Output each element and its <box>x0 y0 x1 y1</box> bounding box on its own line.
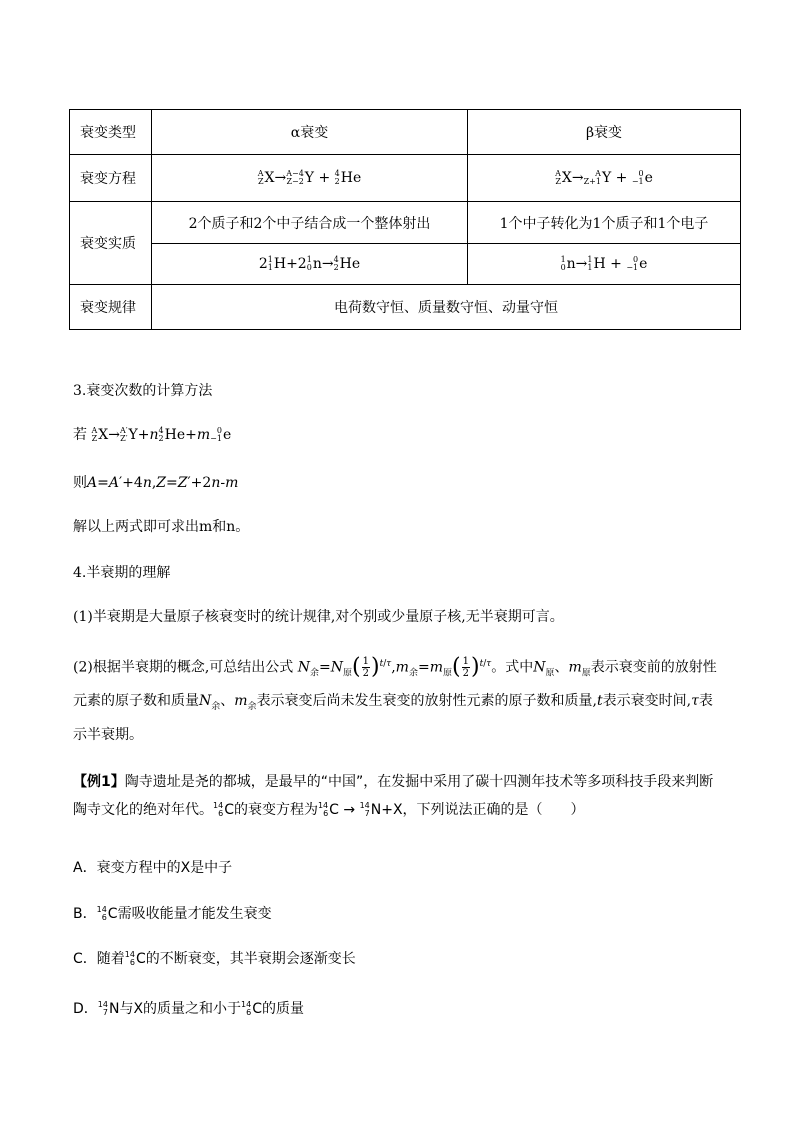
section-3-conclusion: 解以上两式即可求出m和n。 <box>73 519 250 535</box>
table-row <box>70 202 741 244</box>
section-4-paragraph-1: (1)半衰期是大量原子核衰变时的统计规律,对个别或少量原子核,无半衰期可言。 <box>73 609 564 625</box>
option-c[interactable]: C．随着14 6C的不断衰变，其半衰期会逐渐变长 <box>73 950 356 967</box>
row-header: 衰变实质 <box>70 202 152 285</box>
table-row <box>70 244 741 285</box>
table-row <box>70 285 741 330</box>
decay-count-equation: 若 A ZX→A′ Z′Y+n4 2He+m 0 −1e <box>73 426 232 443</box>
table-header-cell: 衰变类型 <box>70 110 152 155</box>
example-label: 【例1】 <box>73 774 125 790</box>
decay-table <box>69 109 741 330</box>
beta-decay-equation: A ZX→ A Z+1Y + 0 −1e <box>468 155 741 202</box>
option-a[interactable]: A．衰变方程中的X是中子 <box>73 860 233 876</box>
row-header: 衰变方程 <box>70 155 152 202</box>
option-b[interactable]: B．14 6C需吸收能量才能发生衰变 <box>73 905 272 922</box>
section-4-paragraph-2: (2)根据半衰期的概念,可总结出公式 $N_余=N_原$( $\frac{1}{2}$ )$^{t/\tau},m_余=m_原$( $\frac{1}{2}$ )$^{t/\tau}$。式中$N_原$、$m_原$表示衰变前的放射性元素的原子数和质量$N_余$、$m_余$表示衰变后尚未发生衰变的放射性元素的原子数和质量,t表示衰变时间,τ表示半衰期。 <box>73 654 717 744</box>
beta-essence-equation: 1 0n→1 1H + 0 −1e <box>468 244 741 285</box>
example-1-stem: 【例1】陶寺遗址是尧的都城，是最早的“中国”，在发掘中采用了碳十四测年技术等多项科技手段来判断陶寺文化的绝对年代。14 6C的衰变方程为14 6C → 14 7N+X，下列说法正确的是（ ） <box>73 774 714 818</box>
section-4-title: 4.半衰期的理解 <box>73 565 171 581</box>
decay-count-relation: 则A=A′+4n,Z=Z′+2n-m <box>73 475 239 491</box>
alpha-essence-text: 2个质子和2个中子结合成一个整体射出 <box>152 202 468 244</box>
decay-law-text: 电荷数守恒、质量数守恒、动量守恒 <box>152 285 741 330</box>
section-3-title: 3.衰变次数的计算方法 <box>73 383 213 399</box>
table-row <box>70 110 741 155</box>
table-header-cell: α衰变 <box>152 110 468 155</box>
table-row <box>70 155 741 202</box>
table-header-cell: β衰变 <box>468 110 741 155</box>
alpha-essence-equation: 21 1H+21 0n→4 2He <box>152 244 468 285</box>
beta-essence-text: 1个中子转化为1个质子和1个电子 <box>468 202 741 244</box>
option-d[interactable]: D．14 7N与X的质量之和小于14 6C的质量 <box>73 1000 305 1017</box>
row-header: 衰变规律 <box>70 285 152 330</box>
alpha-decay-equation: A ZX→A−4 Z−2Y + 4 2He <box>152 155 468 202</box>
